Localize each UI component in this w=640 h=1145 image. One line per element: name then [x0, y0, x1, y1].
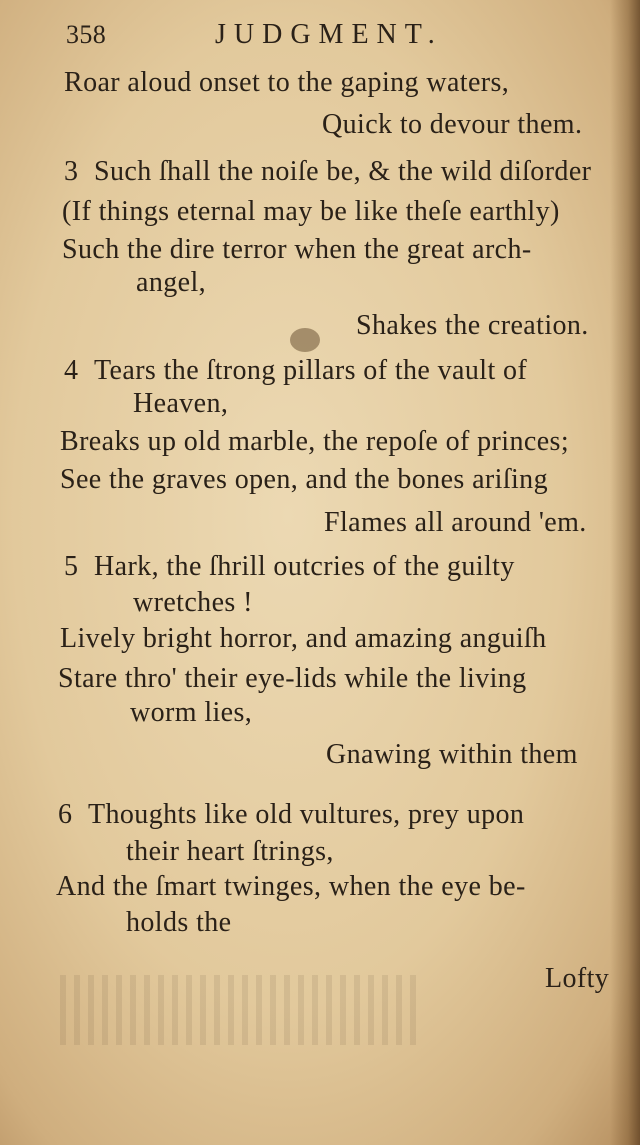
verse-line: Quick to devour them.: [322, 109, 583, 140]
verse-line: Such the dire terror when the great arch-: [62, 234, 532, 265]
verse-line: angel,: [136, 267, 207, 298]
verse-line: Breaks up old marble, the repoſe of princes;: [60, 426, 569, 457]
verse-line: See the graves open, and the bones ariſing: [60, 464, 548, 495]
verse-line: wretches !: [133, 587, 253, 618]
verse-line: 6 Thoughts like old vultures, prey upon: [58, 799, 525, 830]
verse-line: 5 Hark, the ſhrill outcries of the guilty: [64, 551, 515, 582]
running-title: JUDGMENT.: [215, 19, 443, 50]
verse-line: Shakes the creation.: [356, 310, 589, 341]
verse-line: holds the: [126, 907, 232, 938]
verse-line: their heart ſtrings,: [126, 836, 334, 867]
verse-line: (If things eternal may be like theſe earthly): [62, 196, 560, 227]
stanza-number: 6: [58, 799, 73, 830]
catchword: Lofty: [545, 963, 610, 994]
verse-line: Heaven,: [133, 388, 229, 419]
stanza-number: 4: [64, 355, 79, 386]
verse-line: worm lies,: [130, 697, 253, 728]
page-number: 358: [66, 20, 107, 49]
verse-line: Stare thro' their eye-lids while the living: [58, 663, 527, 694]
verse-line: Gnawing within them: [326, 739, 578, 770]
verse-line: And the ſmart twinges, when the eye be-: [56, 871, 526, 902]
verse-line: 3 Such ſhall the noiſe be, & the wild diſorder: [64, 156, 592, 187]
stanza-number: 3: [64, 156, 79, 187]
bleed-through-text: [60, 975, 420, 1045]
verse-line: Lively bright horror, and amazing anguiſh: [60, 623, 547, 654]
verse-line: Flames all around 'em.: [324, 507, 587, 538]
stanza-number: 5: [64, 551, 79, 582]
verse-line: Roar aloud onset to the gaping waters,: [64, 67, 510, 98]
ink-blot: [290, 328, 320, 352]
verse-line: 4 Tears the ſtrong pillars of the vault of: [64, 355, 528, 386]
